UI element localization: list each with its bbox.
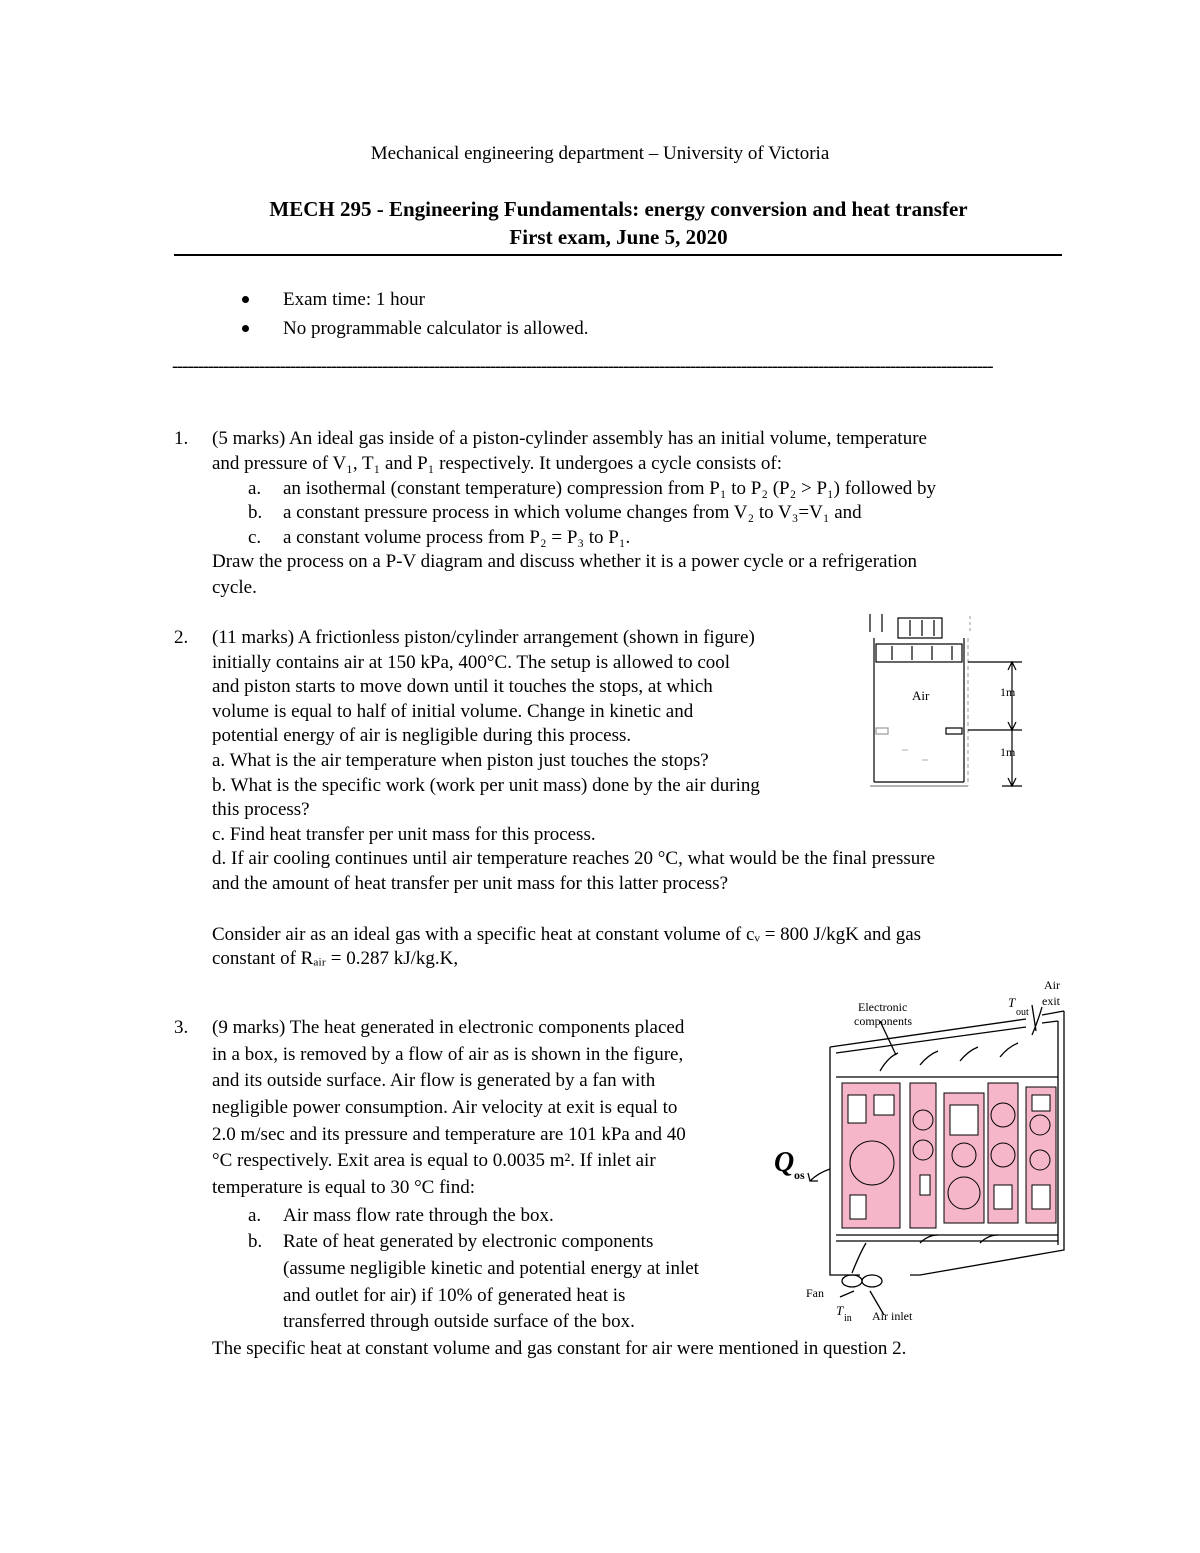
question-text: (11 marks) A frictionless piston/cylinder arrangement (shown in figure) xyxy=(212,627,755,648)
piston xyxy=(876,644,962,662)
question-text: b. What is the specific work (work per unit mass) done by the air during xyxy=(212,775,760,796)
question-text: potential energy of air is negligible during this process. xyxy=(212,725,632,746)
electronic-label-1: Electronic xyxy=(858,1000,908,1014)
question-note: Consider air as an ideal gas with a specific heat at constant volume of cᵥ = 800 J/kgK and gas xyxy=(212,924,922,945)
dimension-label-bottom: 1m xyxy=(1000,745,1016,759)
bullet-icon xyxy=(242,325,249,332)
air-exit-label-1: Air xyxy=(1044,978,1060,992)
question-number: 1. xyxy=(174,428,189,449)
course-title: MECH 295 - Engineering Fundamentals: energy conversion and heat transfer xyxy=(269,197,968,221)
dimension-label-top: 1m xyxy=(1000,685,1016,699)
question-text: c. Find heat transfer per unit mass for this process. xyxy=(212,824,596,845)
question-closing: The specific heat at constant volume and gas constant for air were mentioned in question 2. xyxy=(212,1338,907,1359)
question-text: a. What is the air temperature when piston just touches the stops? xyxy=(212,750,709,771)
item-text: a constant pressure process in which volume changes from V₂ to V₃=V₁ and xyxy=(283,502,862,523)
item-text: Air mass flow rate through the box. xyxy=(283,1205,554,1226)
item-label: b. xyxy=(248,1231,263,1252)
question-text: and piston starts to move down until it touches the stops, at which xyxy=(212,676,713,697)
department-line: Mechanical engineering department – University of Victoria xyxy=(370,143,830,164)
fan-label: Fan xyxy=(806,1286,824,1300)
q-loss-subscript: os xyxy=(794,1168,805,1182)
question-text: volume is equal to half of initial volume. Change in kinetic and xyxy=(212,701,694,722)
question-text: °C respectively. Exit area is equal to 0.0035 m². If inlet air xyxy=(212,1150,656,1171)
air-exit-label-2: exit xyxy=(1042,994,1060,1008)
t-in-subscript: in xyxy=(844,1313,852,1324)
t-out-label: T xyxy=(1008,995,1016,1010)
component-circle xyxy=(850,1141,894,1185)
air-inlet-label: Air inlet xyxy=(872,1309,913,1323)
bullet-icon xyxy=(242,296,249,303)
item-label: c. xyxy=(248,527,262,548)
instruction-item: Exam time: 1 hour xyxy=(248,285,588,314)
question-text: negligible power consumption. Air velocity at exit is equal to xyxy=(212,1097,678,1118)
question-text: and the amount of heat transfer per unit mass for this latter process? xyxy=(212,873,728,894)
stop-right xyxy=(946,728,962,734)
instruction-item: No programmable calculator is allowed. xyxy=(248,314,588,343)
item-text: and outlet for air) if 10% of generated heat is xyxy=(283,1285,626,1306)
item-text: Rate of heat generated by electronic components xyxy=(283,1231,654,1252)
question-text: d. If air cooling continues until air temperature reaches 20 °C, what would be the final pressure xyxy=(212,848,936,869)
question-number: 3. xyxy=(174,1017,189,1038)
instructions-list xyxy=(248,285,588,343)
header-rule xyxy=(174,254,1062,256)
air-label: Air xyxy=(912,688,930,703)
question-text: Draw the process on a P-V diagram and discuss whether it is a power cycle or a refrigeration xyxy=(212,551,918,572)
exam-title: First exam, June 5, 2020 xyxy=(509,225,728,249)
t-in-label: T xyxy=(836,1303,844,1318)
t-out-subscript: out xyxy=(1016,1007,1029,1018)
electronics-box-figure xyxy=(770,975,1070,1330)
question-text: cycle. xyxy=(212,577,257,598)
item-label: a. xyxy=(248,1205,262,1226)
stop-left xyxy=(876,728,888,734)
question-text: in a box, is removed by a flow of air as is shown in the figure, xyxy=(212,1044,684,1065)
question-text: 2.0 m/sec and its pressure and temperature are 101 kPa and 40 xyxy=(212,1124,686,1145)
question-text: temperature is equal to 30 °C find: xyxy=(212,1177,475,1198)
electronic-label-2: components xyxy=(854,1014,912,1028)
question-text: and its outside surface. Air flow is generated by a fan with xyxy=(212,1070,656,1091)
item-label: b. xyxy=(248,502,263,523)
question-text: (5 marks) An ideal gas inside of a piston-cylinder assembly has an initial volume, temperature xyxy=(212,428,927,449)
piston-weight xyxy=(898,618,942,638)
dashed-separator: ---------------------------------------------------------------------------------------------------------------------------------------------------------------- xyxy=(172,356,993,377)
question-text: (9 marks) The heat generated in electronic components placed xyxy=(212,1017,685,1038)
piston-cylinder-figure xyxy=(862,610,1052,800)
item-text: a constant volume process from P₂ = P₃ to P₁. xyxy=(283,527,631,548)
question-text: and pressure of V₁, T₁ and P₁ respectively. It undergoes a cycle consists of: xyxy=(212,453,783,474)
question-text: this process? xyxy=(212,799,310,820)
question-note: constant of Rₐᵢᵣ = 0.287 kJ/kg.K, xyxy=(212,948,459,969)
question-text: initially contains air at 150 kPa, 400°C. The setup is allowed to cool xyxy=(212,652,731,673)
q-loss-label: Q xyxy=(774,1147,795,1178)
item-label: a. xyxy=(248,478,262,499)
item-text: an isothermal (constant temperature) compression from P₁ to P₂ (P₂ > P₁) followed by xyxy=(283,478,937,499)
item-text: transferred through outside surface of the box. xyxy=(283,1311,635,1332)
question-number: 2. xyxy=(174,627,189,648)
item-text: (assume negligible kinetic and potential energy at inlet xyxy=(283,1258,699,1279)
